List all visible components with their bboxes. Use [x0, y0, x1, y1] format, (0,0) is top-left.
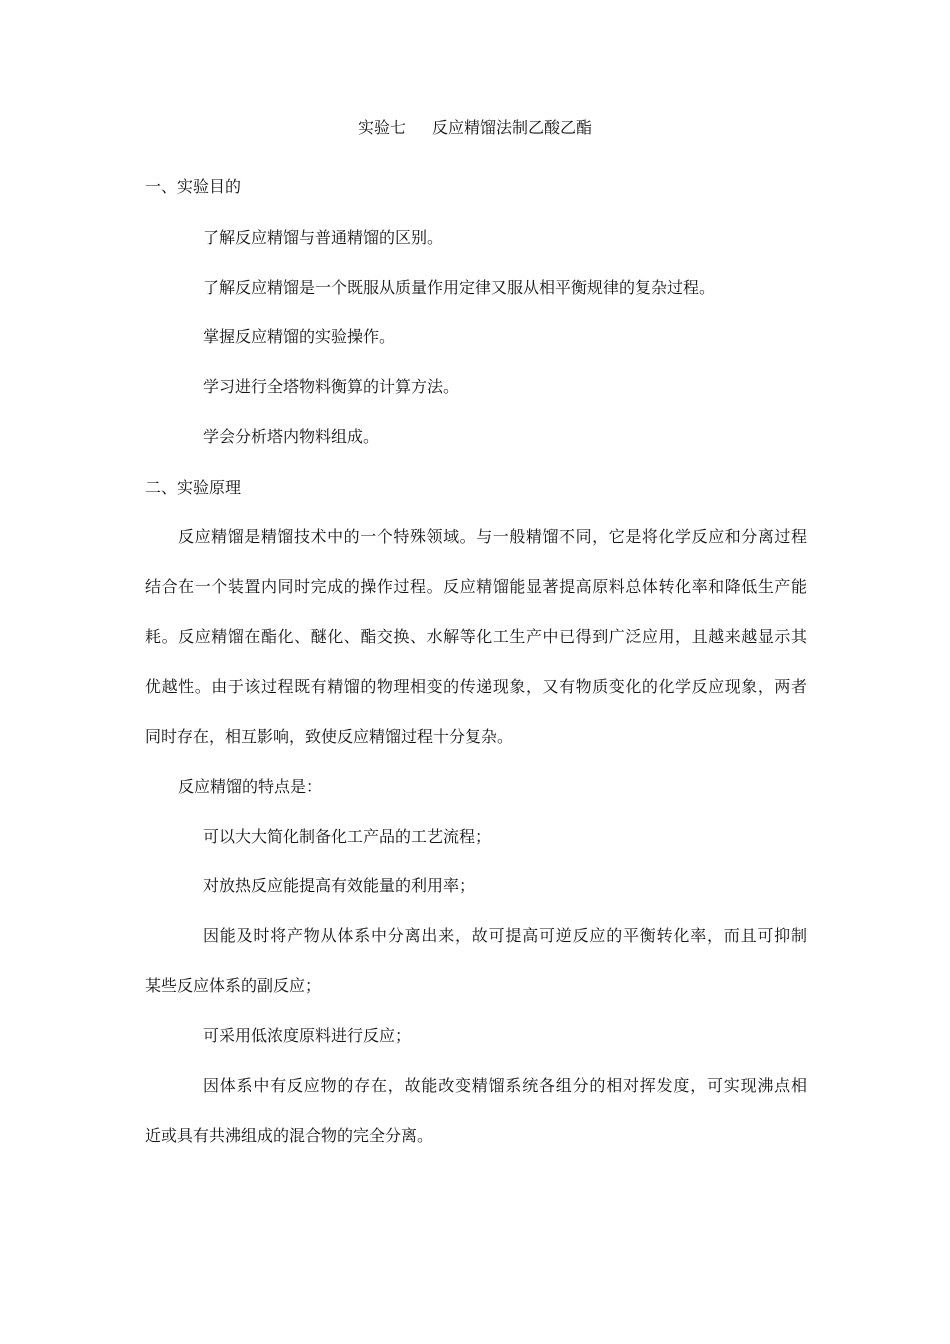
feature-item-continuation: 近或具有共沸组成的混合物的完全分离。 [145, 1126, 434, 1145]
principle-paragraph-line: 优越性。由于该过程既有精馏的物理相变的传递现象，又有物质变化的化学反应现象，两者 [145, 677, 807, 696]
section-heading-principle: 二、实验原理 [145, 478, 242, 497]
title-experiment-number: 实验七 [357, 118, 406, 137]
objective-item: 了解反应精馏是一个既服从质量作用定律又服从相平衡规律的复杂过程。 [203, 278, 716, 297]
principle-paragraph-line: 同时存在，相互影响，致使反应精馏过程十分复杂。 [145, 727, 514, 746]
document-title [0, 118, 950, 138]
objective-item: 学会分析塔内物料组成。 [203, 427, 380, 446]
objective-item: 学习进行全塔物料衡算的计算方法。 [203, 377, 460, 396]
feature-item: 因能及时将产物从体系中分离出来，故可提高可逆反应的平衡转化率，而且可抑制 [203, 926, 807, 945]
feature-item: 可采用低浓度原料进行反应； [203, 1026, 412, 1045]
features-intro: 反应精馏的特点是： [178, 777, 323, 796]
objective-item: 了解反应精馏与普通精馏的区别。 [203, 228, 444, 247]
principle-paragraph-line: 反应精馏是精馏技术中的一个特殊领域。与一般精馏不同，它是将化学反应和分离过程 [178, 527, 807, 546]
feature-item: 因体系中有反应物的存在，故能改变精馏系统各组分的相对挥发度，可实现沸点相 [203, 1076, 807, 1095]
section-heading-objectives: 一、实验目的 [145, 177, 242, 196]
feature-item: 对放热反应能提高有效能量的利用率； [203, 876, 476, 895]
principle-paragraph-line: 耗。反应精馏在酯化、醚化、酯交换、水解等化工生产中已得到广泛应用，且越来越显示其 [145, 627, 807, 646]
feature-item: 可以大大简化制备化工产品的工艺流程； [203, 827, 492, 846]
feature-item-continuation: 某些反应体系的副反应； [145, 976, 322, 995]
principle-paragraph-line: 结合在一个装置内同时完成的操作过程。反应精馏能显著提高原料总体转化率和降低生产能 [145, 577, 807, 596]
objective-item: 掌握反应精馏的实验操作。 [203, 327, 396, 346]
title-experiment-name: 反应精馏法制乙酸乙酯 [432, 118, 593, 137]
